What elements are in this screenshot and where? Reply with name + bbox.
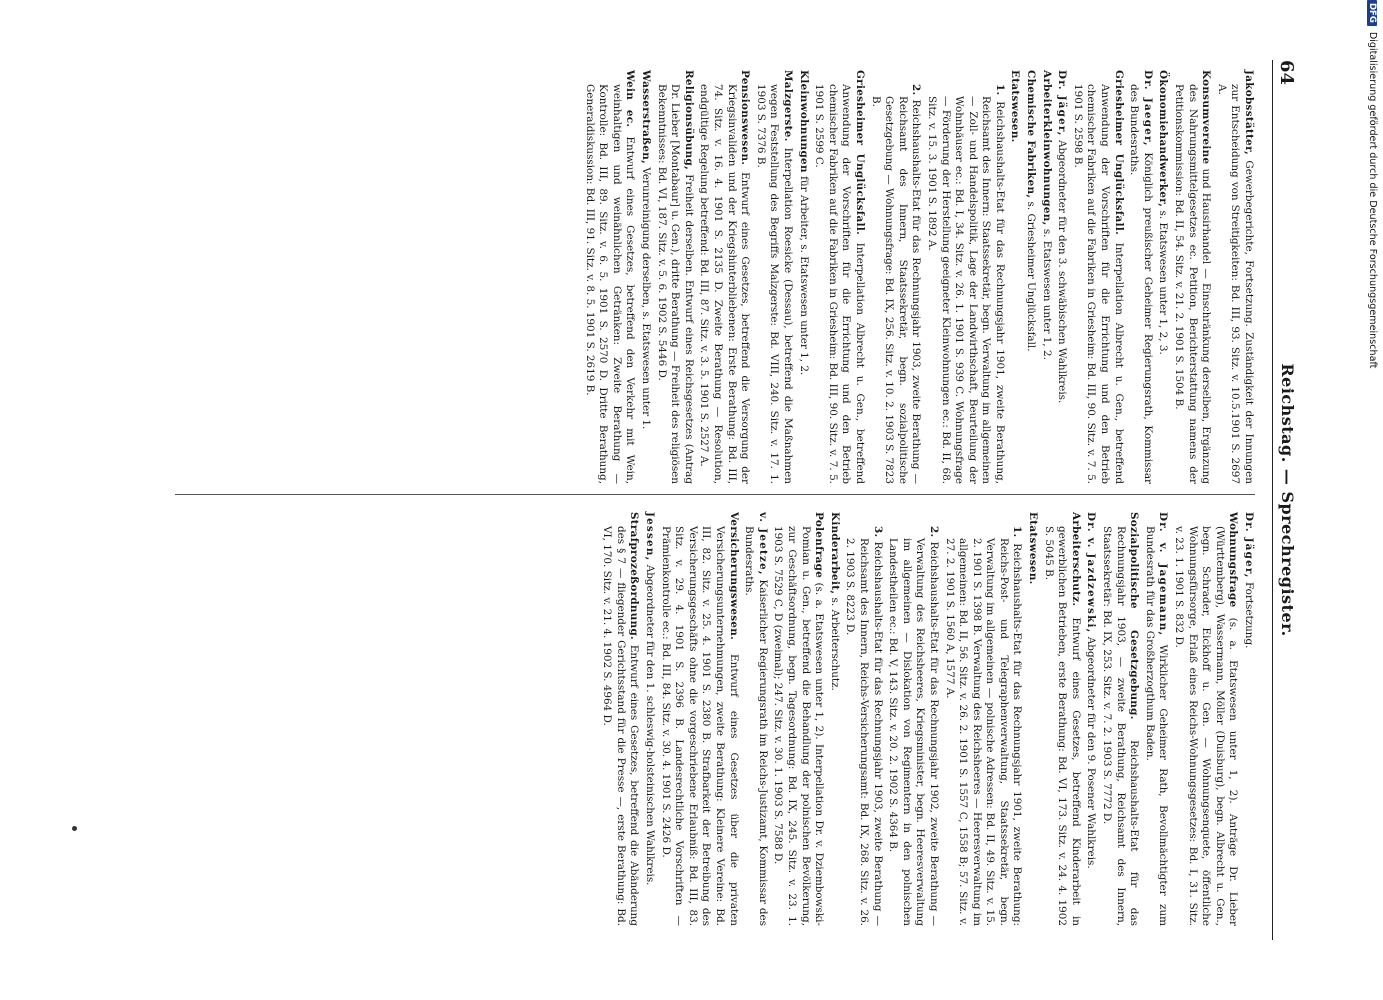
entry-headword: Wasserstraßen, — [640, 70, 653, 165]
entry-text: Verunreinigung derselben, s. Etatswesen unter 1. — [640, 164, 653, 430]
entry-headword: Ökonomiehandwerker, — [1157, 70, 1170, 208]
entry-text: Abgeordneter für den 1. schleswig-holsteinischen Wahlkreis. — [644, 561, 657, 886]
entry-headword: Griesheimer Unglücksfall. — [1112, 70, 1125, 235]
sub-entry — [942, 512, 1024, 926]
speaker-heading — [1142, 512, 1169, 926]
entry-headword: Chemische Fabriken, — [1025, 70, 1038, 199]
index-entry — [827, 512, 841, 926]
sub-entry — [924, 70, 1006, 484]
index-entry — [812, 70, 866, 484]
entry-text: Wirklicher Geheimer Rath, Bevollmächtigter zum Bundesrath für das Großherzogthum Baden. — [1143, 526, 1170, 926]
index-entry — [582, 70, 636, 484]
ink-speck — [72, 826, 77, 831]
entry-headword: Wein ec. — [624, 70, 637, 128]
entry-headword: Konsumvereine — [1200, 70, 1213, 165]
entry-text: Entwurf eines Gesetzes, betreffend den Verkehr mit Wein, weinhaltigen und weinähnlichen Getränken: Zweite Berathung — Kontrolle: Bd. III, 89. Sitz. v. 6. 5. 1901 S. 2570 D. Dritte Berathung, Generaldiskussion: Bd. III, 91. Sitz. v. 8. 5. 1901 S. 2619 B. — [583, 84, 637, 484]
index-entry — [753, 70, 794, 484]
index-entry — [1171, 70, 1212, 484]
index-entry — [654, 70, 695, 484]
entry-text: Entwurf eines Gesetzes über die privaten Versicherungsunternehmungen, zweite Berathung: Kleinere Vereine: Bd. III, 82. Sitz. v. 25. 4. 1901 S. 2380 B. Strafbarkeit der Betreibung des Versicherungsgeschäfts ohne die vorgeschriebene Erlaubniß: Bd. III, 83. Sitz. v. 29. 4. 1901 S. 2396 B. Landesrechtliche Vorschriften — Prämienkontrolle ec.: Bd. III, 84. Sitz. v. 30. 4. 1901 S. 2426 D. — [659, 526, 740, 926]
column-divider — [175, 494, 1255, 495]
dfg-logo: DFG — [1367, 0, 1377, 26]
entry-text: s. Etatswesen unter 1, 2, 3. — [1157, 207, 1170, 355]
entry-text: s. Griesheimer Unglücksfall. — [1025, 198, 1038, 352]
entry-text: Reichshaushalts-Etat für das Rechnungsjahr 1901, zweite Berathung, Reichsamt des Innern: Staatssekretär, begn. Verwaltung im allgemeinen — Zoll- und Handelspolitik, Lage der Landwirthschaft, Beurteilung der Wohnhäuser ec.: Bd. I, 34. Sitz. v. 26. 1. 1901 S. 939 C. Wohnungsfrage — Förderung der Herstellung geeigneter Kleinwohnungen ec.: Bd. II, 68. Sitz. v. 15. 3. 1901 S. 1892 A. — [925, 95, 1006, 484]
entry-text: s. Etatswesen unter 1, 2. — [1040, 225, 1053, 360]
entry-text: s. Arbeiterschutz. — [828, 594, 841, 691]
entry-text: Interpellation Albrecht u. Gen., betreffend Anwendung der Vorschriften für die Errichtung und den Betrieb chemischer Fabriken auf die Fabriken in Griesheim: Bd. III, 90. Sitz. v. 7. 5. 1901 S. 2598 B. — [1071, 84, 1125, 484]
entry-headword: Griesheimer Unglücksfall. — [853, 70, 866, 235]
entry-text: Abgeordneter für den 3. schwäbischen Wahlkreis. — [1056, 136, 1069, 404]
index-entry — [1099, 512, 1140, 926]
sub-entry — [868, 70, 922, 484]
running-header — [1269, 60, 1297, 940]
index-entry — [600, 512, 641, 926]
entry-text: Entwurf eines Gesetzes, betreffend Kinderarbeit in gewerblichen Betrieben, erste Berathung: Bd. VI, 173. Sitz. v. 24. 4. 1902 S. 5045 B. — [1042, 526, 1082, 926]
entry-text: Entwurf eines Gesetzes, betreffend die Versorgung der Kriegsinvaliden und der Kriegshinterbliebenen: Erste Berathung: Bd. III, 74. Sitz. v. 16. 4. 1901 S. 2135 D. Zweite Berathung — Resolution, endgültige Regelung betreffend: Bd. III, 87. Sitz. v. 3. 5. 1901 S. 2527 A. — [698, 84, 752, 484]
entry-headword: 1. — [1011, 526, 1024, 538]
speaker-heading — [1055, 70, 1069, 484]
entry-headword: Pensionswesen. — [739, 70, 752, 166]
entry-headword: Jakobsstätter, — [1243, 70, 1255, 156]
entry-text: und Hausirhandel — Einschränkung derselben, Ergänzung des Nahrungsmittelgesetzes ec. Petition, Berichterstattung namens der Petitionskommission: Bd. II, 54. Sitz. v. 21. 2. 1901 S. 1504 B. — [1173, 84, 1213, 484]
speaker-heading — [1084, 512, 1098, 926]
entry-text: Interpellation Roesicke (Dessau), betreffend die Maßnahmen wegen Feststellung des Begriffs Malzgerste: Bd. VIII, 240. Sitz. v. 17. 1. 1903 S. 7376 B. — [754, 84, 794, 484]
entry-text: Königlich preußischer Geheimer Regierungsrath, Kommissar des Bundesraths. — [1128, 84, 1154, 485]
index-entry — [1008, 70, 1022, 484]
entry-headword: Dr. Jaeger, — [1141, 70, 1154, 147]
index-entry — [1171, 512, 1239, 926]
entry-headword: Jessen, — [644, 512, 657, 562]
entry-text: Reichshaushalts-Etat für das Rechnungsjahr 1902, zweite Berathung — Verwaltung des Reichsheeres, Kriegsminister, begn. Heeresverwaltung im allgemeinen — Dislokation von Regimentern in den polnischen Landestheilen ec.: Bd. V, 143. Sitz. v. 20. 2. 1902 S. 4364 B. — [887, 537, 940, 926]
entry-text: Kaiserlicher Regierungsrath im Reichs-Justizamt, Kommissar des Bundesraths. — [743, 526, 769, 926]
index-entry — [697, 70, 751, 484]
entry-headword: 3. — [871, 526, 884, 538]
index-entry — [1024, 70, 1038, 484]
entry-headword: 2. — [927, 526, 940, 538]
index-entry — [658, 512, 740, 926]
page-title: Reichstag. — Sprechregister. — [1278, 363, 1297, 637]
entry-headword: Malzgerste. — [782, 70, 794, 142]
entry-text: Reichshaushalts-Etat für das Rechnungsjahr 1903, zweite Berathung — Reichsamt des Innern, Reichs-Versicherungsamt: Bd. IX, 268. Sitz. v. 26. 2. 1903 S. 8223 D. — [844, 537, 884, 926]
credit-text: Digitalisierung gefördert durch die Deutsche Forschungsgemeinschaft — [1367, 31, 1378, 369]
entry-headword: Dr. Jäger, — [1243, 512, 1255, 579]
index-entry — [638, 70, 652, 484]
page-number: 64 — [1276, 60, 1297, 86]
entry-headword: Etatswesen. — [1009, 70, 1022, 143]
entry-headword: 2. — [910, 84, 923, 96]
entry-headword: v. Jeetze, — [756, 512, 769, 576]
entry-headword: Strafprozeßordnung. — [628, 512, 641, 640]
entry-headword: Etatswesen. — [1027, 512, 1040, 585]
index-entry — [1070, 70, 1124, 484]
header-rule — [1272, 60, 1273, 940]
entry-text: für Arbeiter, s. Etatswesen unter 1, 2. — [797, 172, 810, 376]
entry-headword: Sozialpolitische Gesetzgebung. — [1128, 512, 1141, 720]
index-entry — [1214, 70, 1255, 484]
entry-headword: Wohnungsfrage — [1227, 512, 1240, 608]
entry-text: Reichshaushalts-Etat für das Rechnungsjahr 1903, zweite Berathung — Reichsamt des Innern, Staatssekretär, begn. sozialpolitische Gesetzgebung — Wohnungsfrage: Bd. IX, 256. Sitz. v. 10. 2. 1903 S. 7823 B. — [869, 95, 923, 484]
entry-text: Interpellation Albrecht u. Gen., betreffend Anwendung der Vorschriften für die Errichtung und den Betrieb chemischer Fabriken auf die Fabriken in Griesheim: Bd. III, 90. Sitz. v. 7. 5. 1901 S. 2599 C. — [813, 84, 866, 484]
speaker-heading — [742, 512, 769, 926]
speaker-heading — [642, 512, 656, 926]
sub-entry — [886, 512, 940, 926]
entry-headword: 1. — [993, 84, 1006, 96]
entry-headword: Polenfrage — [813, 512, 826, 579]
sub-entry — [843, 512, 884, 926]
entry-headword: Versicherungswesen. — [727, 512, 740, 641]
entry-headword: Arbeiterkleinwohnungen, — [1040, 70, 1053, 226]
entry-text: Gewerbegerichte, Fortsetzung. Zuständigkeit der Innungen zur Entscheidung von Streitigkeiten: Bd. III, 93. Sitz. v. 10.5.1901 S. 2697 A. — [1215, 84, 1255, 484]
index-entry — [796, 70, 810, 484]
entry-text: Reichshaushalts-Etat für das Rechnungsjahr 1903, — zweite Berathung, Reichsamt des Innern, Staatssekretär: Bd. IX, 253. Sitz. v. 7. 2. 1903 S. 7772 D. — [1101, 526, 1141, 926]
index-entry — [771, 512, 825, 926]
digitization-credit — [1362, 0, 1378, 1000]
entry-headword: Kinderarbeit, — [828, 512, 841, 595]
entry-headword: Kleinwohnungen — [797, 70, 810, 173]
entry-text: Fortsetzung. — [1243, 578, 1255, 649]
index-entry — [1026, 512, 1040, 926]
entry-text: Freiheit derselben. Entwurf eines Reichsgesetzes (Antrag Dr. Lieber [Montabaur] u. Gen.), dritte Berathung — Freiheit des religiösen Bekenntnisses: Bd. VI, 187. Sitz. v. 5. 6. 1902 S. 5446 D. — [655, 84, 695, 484]
entry-text: Abgeordneter für den 9. Posener Wahlkreis. — [1085, 633, 1098, 869]
index-entry — [1039, 70, 1053, 484]
index-entry — [1156, 70, 1170, 484]
entry-headword: Dr. Jäger, — [1056, 70, 1069, 137]
left-column — [580, 70, 1255, 484]
entry-text: (s. a. Etatswesen unter 1, 2). Anträge Dr. Lieber (Württemberg), Wassermann, Möller (Duisburg), begn. Albrecht u. Gen., begn. Schrader, Eickhoff u. Gen. — Wohnungsenquete, öffentliche Wohnungsfürsorge, Erlaß eines Reichs-Wohnungsgesetzes: Bd. I, 31. Sitz. v. 23. 1. 1901 S. 832 D. — [1173, 526, 1240, 926]
entry-text: Entwurf eines Gesetzes, betreffend die Abänderung des § 7 — fliegender Gerichtsstand für die Presse —, erste Berathung: Bd. VI, 170. Sitz. v. 21. 4. 1902 S. 4964 D. — [601, 526, 641, 926]
index-entry — [1041, 512, 1082, 926]
entry-headword: Arbeiterschutz. — [1069, 512, 1082, 607]
right-column — [598, 512, 1255, 926]
speaker-heading — [1241, 512, 1255, 926]
entry-headword: Dr. v. Jagemann, — [1157, 512, 1170, 637]
entry-text: (s. a. Etatswesen unter 1, 2). Interpellation Dr. v. Dziembowski-Pomian u. Gen., betreffend die Behandlung der polnischen Bevölkerung, zur Geschäftsordnung, begn. Tagesordnung: Bd. IX, 245. Sitz. v. 23. 1. 1903 S. 7529 C, D (zweimal); 247. Sitz. v. 30. 1. 1903 S. 7588 D. — [772, 526, 826, 926]
entry-headword: Religionsübung, — [682, 70, 695, 170]
entry-headword: Dr. v. Jazdzewski, — [1085, 512, 1098, 634]
entry-text: Reichshaushalts-Etat für das Rechnungsjahr 1901, zweite Berathung: Reichs-Post- und Telegraphenverwaltung, Staatssekretär, begn. Verwaltung im allgemeinen — polnische Adressen: Bd. II, 49. Sitz. v. 15. 2. 1901 S. 1398 B. Verwaltung des Reichsheeres — Heeresverwaltung im allgemeinen: Bd. II, 56. Sitz. v. 26. 2. 1901 S. 1557 C, 1558 B; 57. Sitz. v. 27. 2. 1901 S. 1560 A, 1577 A. — [943, 537, 1024, 926]
speaker-heading — [1127, 70, 1154, 484]
